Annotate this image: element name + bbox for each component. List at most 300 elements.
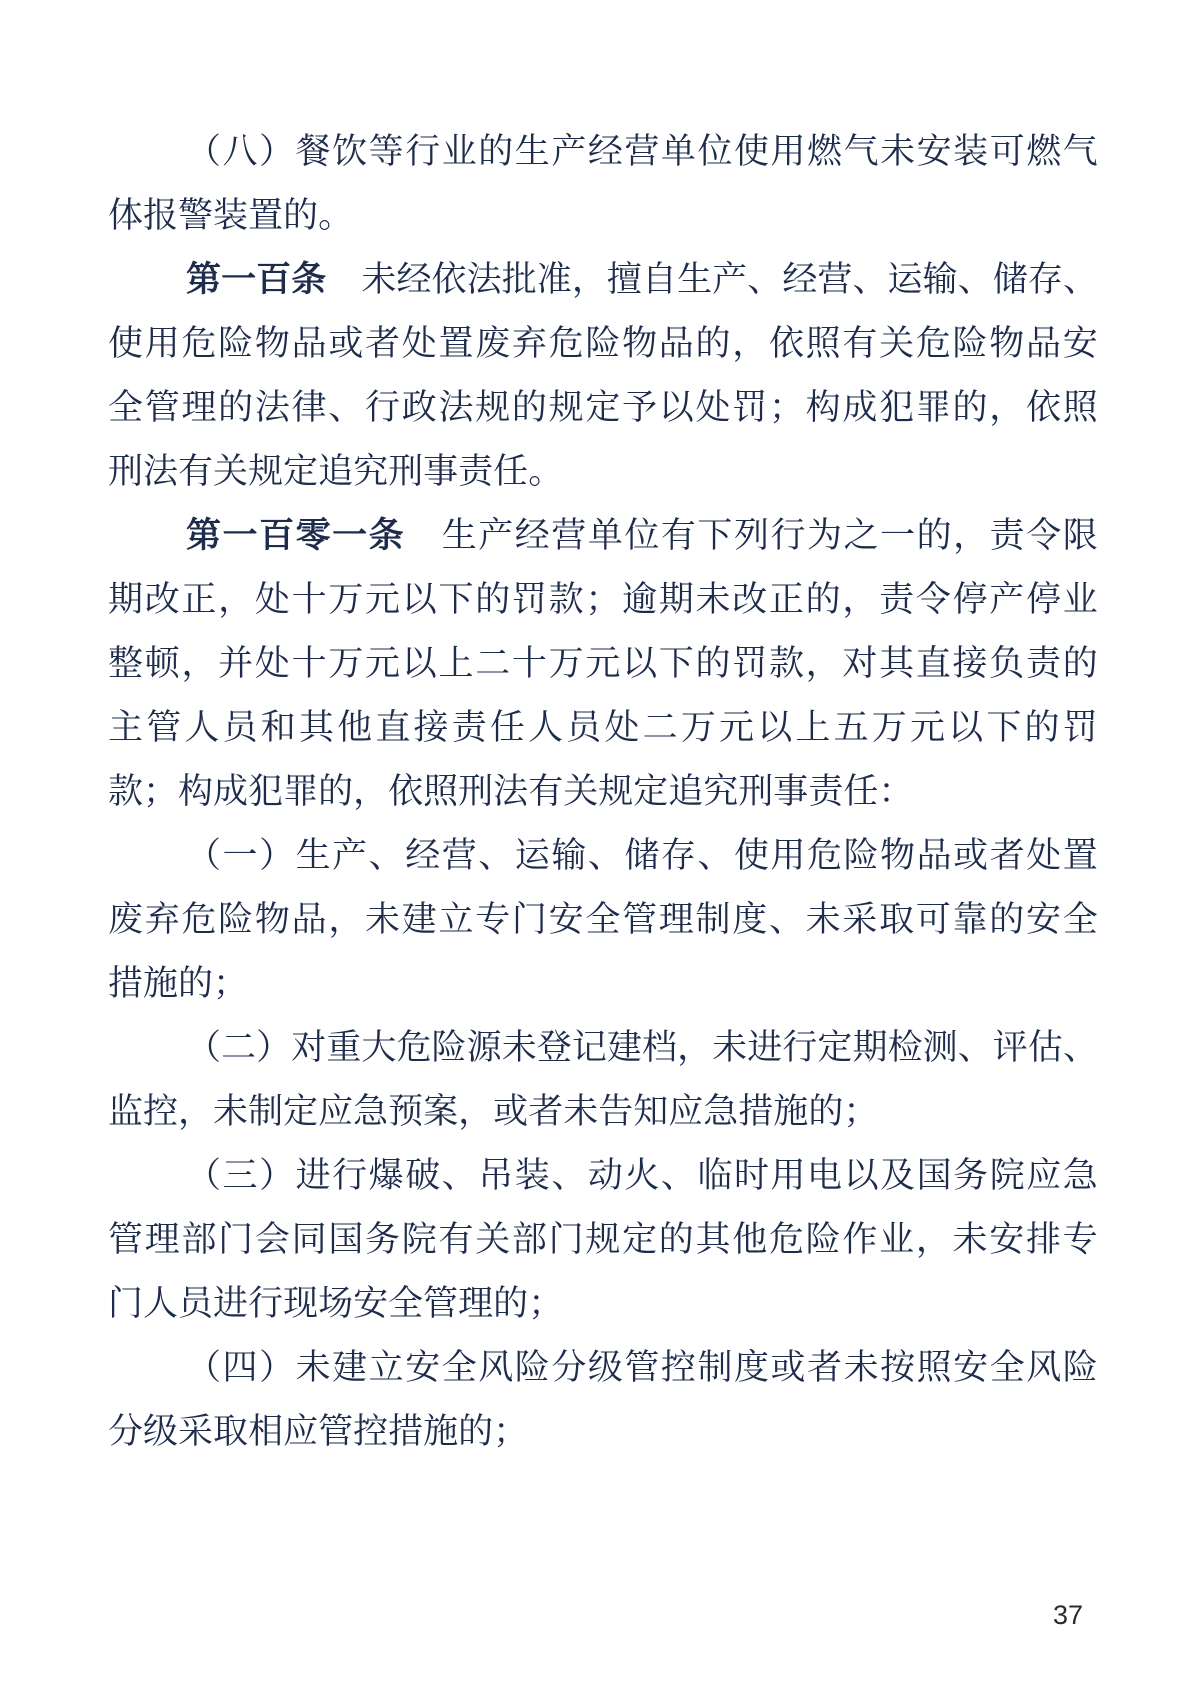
body-text-glyph: 万 [680,708,716,747]
body-text-glyph: 未 [880,132,916,171]
body-text-glyph: 生 [677,260,713,299]
body-text-glyph: 用 [770,1156,806,1195]
body-text-glyph: 餐 [295,132,331,171]
text-line [108,824,1098,888]
body-text-glyph: 控 [353,1412,389,1451]
body-text-glyph: 规 [598,772,634,811]
body-text-glyph: 措 [738,1092,774,1131]
body-text-glyph: 体 [108,196,144,235]
body-text-glyph: 四 [222,1348,258,1387]
body-text-glyph: 管 [144,388,180,427]
body-text-glyph: 其 [879,644,915,683]
body-text-glyph: 品 [291,324,327,363]
body-text-glyph: 关 [563,772,599,811]
body-text-glyph: 排 [1025,1220,1061,1259]
body-text-glyph: 对 [291,1028,327,1067]
body-text-glyph: 置 [438,324,474,363]
body-text-glyph: 储 [992,260,1028,299]
body-text-glyph: 案 [423,1092,459,1131]
body-text-glyph: 究 [353,452,389,491]
body-text-glyph: 逾 [622,580,658,619]
body-text-glyph: 安 [548,900,584,939]
body-text-glyph: ） [259,1156,295,1195]
body-text-glyph: 位 [624,516,660,555]
text-line [108,1016,1098,1080]
body-text-glyph: 有 [178,452,214,491]
body-text-glyph: ， [353,772,389,811]
body-text-glyph: 物 [880,836,916,875]
body-text-glyph: 经 [405,836,441,875]
body-text-glyph: 院 [989,1156,1025,1195]
body-text-glyph: 未 [213,1092,249,1131]
text-line [108,504,1098,568]
body-text-glyph: 施 [773,1092,809,1131]
body-text-glyph: 院 [401,1220,437,1259]
body-text-glyph: 营 [817,260,853,299]
text-line [108,312,1098,376]
body-text-glyph: 告 [598,1092,634,1131]
body-text-glyph: 二 [475,644,511,683]
body-text-glyph: 员 [566,708,602,747]
body-text-glyph: 款 [548,580,584,619]
article-heading-glyph: 一 [222,516,258,555]
body-text-glyph: 进 [747,1028,783,1067]
body-text-glyph: 并 [218,644,254,683]
body-text-glyph: 的 [952,388,988,427]
body-text-glyph: 险 [843,836,879,875]
body-text-glyph: 事 [423,452,459,491]
body-text-glyph: 元 [365,644,401,683]
text-line [108,1400,1098,1464]
body-text-glyph: 部 [511,1220,547,1259]
body-text-glyph: 品 [658,324,694,363]
body-text-glyph: 行 [248,1284,284,1323]
body-text-glyph: 制 [695,900,731,939]
body-text-glyph: 安 [353,1284,389,1323]
body-text-glyph: 危 [548,324,584,363]
body-text-glyph: 务 [365,1220,401,1259]
body-text-glyph: 度 [733,1348,769,1387]
body-text-glyph: 主 [108,708,144,747]
body-text-glyph: 弃 [511,324,547,363]
body-text-glyph: 未 [295,1348,331,1387]
body-text-glyph: ， [805,644,841,683]
body-text-glyph: ， [458,1092,494,1131]
body-text-glyph: 电 [807,1156,843,1195]
body-text-glyph: 的 [478,132,514,171]
body-text-glyph: 的 [283,196,319,235]
body-text-glyph: ； [843,1092,879,1131]
body-text-glyph: 者 [989,836,1025,875]
body-text-glyph: 未 [695,580,731,619]
body-text-glyph: 储 [624,836,660,875]
body-text-glyph: 险 [218,324,254,363]
body-text-glyph: 理 [181,388,217,427]
body-text-glyph: 下 [658,644,694,683]
body-text-glyph: 安 [953,1348,989,1387]
body-text-glyph: 应 [318,1092,354,1131]
body-text-glyph: 立 [438,900,474,939]
body-text-glyph: 处 [695,388,731,427]
body-text-glyph: 品 [916,836,952,875]
body-text-glyph: 其 [695,1220,731,1259]
body-text-glyph: 时 [733,1156,769,1195]
body-text-glyph: 估 [1027,1028,1063,1067]
body-text-glyph: ， [915,1220,951,1259]
body-text-glyph: 批 [501,260,537,299]
body-text-glyph: 三 [222,1156,258,1195]
body-text-glyph: ） [256,1028,292,1067]
body-text-glyph: 单 [587,516,623,555]
body-text-glyph: 相 [248,1412,284,1451]
article-heading-glyph: 百 [259,516,295,555]
body-text-glyph: 元 [585,644,621,683]
body-text-glyph: 应 [1026,1156,1062,1195]
body-text-glyph: 危 [396,1028,432,1067]
body-text-glyph: 弃 [144,900,180,939]
body-text-glyph: 的 [658,1220,694,1259]
body-text-glyph: 经 [587,132,623,171]
body-text-glyph: 直 [915,644,951,683]
body-text-glyph: 档 [642,1028,678,1067]
body-text-glyph: 责 [458,452,494,491]
body-text-glyph: 品 [1025,324,1061,363]
body-text-glyph: 以 [843,1156,879,1195]
body-text-glyph: 或 [328,324,364,363]
body-text-glyph: 制 [248,1092,284,1131]
body-text-glyph: 停 [1025,580,1061,619]
body-text-glyph: 理 [144,1220,180,1259]
body-text-glyph: 营 [551,516,587,555]
body-text-glyph: 责 [1025,644,1061,683]
body-text-glyph: 建 [606,1028,642,1067]
article-heading-glyph: 第 [186,260,222,299]
body-text-glyph: 措 [388,1412,424,1451]
text-block [108,120,1098,1464]
body-text-glyph: 有 [842,324,878,363]
body-text-glyph: 安 [916,132,952,171]
body-text-glyph: 取 [213,1412,249,1451]
body-text-glyph: 、 [957,260,993,299]
body-text-glyph: 定 [283,1092,319,1131]
body-text-glyph [326,248,361,312]
body-text-glyph: 措 [108,964,144,1003]
body-text-glyph: 理 [458,1284,494,1323]
body-text-glyph: 应 [283,1412,319,1451]
body-text-glyph: 下 [438,580,474,619]
body-text-glyph: 犯 [248,772,284,811]
body-text-glyph: 废 [475,324,511,363]
body-text-glyph: 燃 [1026,132,1062,171]
body-text-glyph: 的 [318,772,354,811]
body-text-glyph: 或 [770,1348,806,1387]
body-text-glyph: 物 [989,324,1025,363]
body-text-glyph: 急 [703,1092,739,1131]
body-text-glyph: 物 [622,324,658,363]
body-text-glyph: 下 [986,708,1022,747]
body-text-glyph: 生 [441,516,477,555]
body-text-glyph: 险 [431,1028,467,1067]
body-text-glyph: 、 [1062,260,1098,299]
text-line [108,952,1098,1016]
body-text-glyph: 大 [361,1028,397,1067]
body-text-glyph: 管 [622,900,658,939]
body-text-glyph: 刑 [108,452,144,491]
body-text-glyph: 之 [843,516,879,555]
body-text-glyph: 他 [732,1220,768,1259]
page-number: 37 [1052,1600,1084,1630]
body-text-glyph: 靠 [952,900,988,939]
body-text-glyph: 行 [365,388,401,427]
body-text-glyph: 立 [368,1348,404,1387]
body-text-glyph: 门 [511,900,547,939]
body-text-glyph: 和 [260,708,296,747]
body-text-glyph: 施 [143,964,179,1003]
body-text-glyph: 改 [144,580,180,619]
body-text-glyph: 令 [915,580,951,619]
body-text-glyph: ， [181,644,217,683]
body-text-glyph: 按 [880,1348,916,1387]
body-text-glyph: 正 [768,580,804,619]
body-text-glyph: 国 [916,1156,952,1195]
body-text-glyph: 爆 [368,1156,404,1195]
body-text-glyph: 款 [108,772,144,811]
body-text-glyph: 的 [808,1092,844,1131]
body-text-glyph: 采 [178,1412,214,1451]
body-text-glyph: 进 [213,1284,249,1323]
body-text-glyph: 产 [712,260,748,299]
body-text-glyph: 上 [438,644,474,683]
body-text-glyph: 危 [807,836,843,875]
body-text-glyph: 管 [318,1412,354,1451]
body-text-glyph: 业 [1062,580,1098,619]
body-text-glyph: 处 [1026,836,1062,875]
body-text-glyph: 接 [952,644,988,683]
body-text-glyph: 关 [475,1220,511,1259]
body-text-glyph: 安 [989,1220,1025,1259]
body-text-glyph: 门 [218,1220,254,1259]
body-text-glyph: 未 [361,260,397,299]
body-text-glyph: 全 [388,1284,424,1323]
body-text-glyph: 有 [528,772,564,811]
body-text-glyph: 动 [587,1156,623,1195]
body-text-glyph: 的 [1024,708,1060,747]
body-text-glyph: 危 [768,1220,804,1259]
body-text-glyph: 控 [660,1348,696,1387]
body-text-glyph: 未 [563,1092,599,1131]
body-text-glyph: 建 [401,900,437,939]
body-text-glyph: 门 [108,1284,144,1323]
body-text-glyph: 下 [697,516,733,555]
body-text-glyph: 员 [178,1284,214,1323]
body-text-glyph: 存 [660,836,696,875]
body-text-glyph: 自 [642,260,678,299]
body-text-glyph: 八 [222,132,258,171]
body-text-glyph: 追 [318,452,354,491]
body-text-glyph: 刑 [458,772,494,811]
body-text-glyph: 级 [587,1348,623,1387]
body-text-glyph: 源 [466,1028,502,1067]
body-text-glyph: ） [259,1348,295,1387]
body-text-glyph: 重 [326,1028,362,1067]
body-text-glyph: 输 [922,260,958,299]
body-text-glyph: 营 [441,836,477,875]
body-text-glyph: 管 [146,708,182,747]
body-text-glyph: 十 [291,644,327,683]
body-text-glyph: 行 [782,1028,818,1067]
body-text-glyph: 处 [254,644,290,683]
body-text-glyph: 负 [989,644,1025,683]
body-text-glyph: 、 [587,836,623,875]
body-text-glyph: 理 [658,900,694,939]
body-text-glyph: 气 [1062,132,1098,171]
body-text-glyph: 任 [843,772,879,811]
body-text-glyph: 为 [807,516,843,555]
body-text-glyph: 的 [458,1412,494,1451]
body-text-glyph: 、 [747,260,783,299]
body-text-glyph: 可 [915,900,951,939]
body-text-glyph: 用 [770,132,806,171]
body-text-glyph: 预 [388,1092,424,1131]
body-text-glyph: 处 [254,580,290,619]
body-text-glyph: 全 [441,1348,477,1387]
body-text-glyph: 十 [511,644,547,683]
body-text-glyph: 危 [181,324,217,363]
body-text-glyph: 处 [604,708,640,747]
body-text-glyph: ； [213,964,249,1003]
body-text-glyph: ， [178,1092,214,1131]
body-text-glyph: 管 [624,1348,660,1387]
text-line [108,376,1098,440]
body-text-glyph: 急 [353,1092,389,1131]
body-text-glyph: 定 [585,388,621,427]
body-text-glyph: 全 [108,388,144,427]
body-text-glyph: 列 [733,516,769,555]
body-text-glyph: 依 [388,772,424,811]
body-text-glyph: 品 [291,900,327,939]
body-text-glyph: 评 [992,1028,1028,1067]
text-line [108,1208,1098,1272]
body-text-glyph: 元 [719,708,755,747]
body-text-glyph: 生 [514,132,550,171]
body-text-glyph: 其 [298,708,334,747]
body-text-glyph: 限 [1062,516,1098,555]
body-text-glyph: 任 [489,708,525,747]
body-text-glyph: 的 [695,324,731,363]
body-text-glyph: 安 [1025,900,1061,939]
article-heading-glyph: 一 [221,260,257,299]
body-text-glyph: 急 [1062,1156,1098,1195]
body-text-glyph: 一 [222,836,258,875]
body-text-glyph: 报 [143,196,179,235]
body-text-glyph: 未 [843,1348,879,1387]
body-text-glyph: 的 [511,388,547,427]
body-text-glyph: 知 [633,1092,669,1131]
article-heading-glyph: 第 [186,516,222,555]
body-text-glyph: 度 [732,900,768,939]
body-text-glyph: 险 [218,900,254,939]
article-heading-glyph: 条 [368,516,404,555]
body-text-glyph: ； [768,388,804,427]
body-text-glyph: 、 [441,1156,477,1195]
body-text-glyph: 依 [1025,388,1061,427]
body-text-glyph: （ [186,1156,222,1195]
body-text-glyph [405,504,440,568]
body-text-glyph: ， [842,580,878,619]
body-text-glyph: ： [878,772,914,811]
body-text-glyph: 风 [1026,1348,1062,1387]
body-text-glyph: 全 [989,1348,1025,1387]
article-heading-glyph: 条 [291,260,327,299]
body-text-glyph: 成 [213,772,249,811]
body-text-glyph: 规 [548,388,584,427]
body-text-glyph: 者 [807,1348,843,1387]
body-text-glyph: 规 [475,388,511,427]
body-text-glyph: 等 [368,132,404,171]
body-text-glyph: 一 [880,516,916,555]
body-text-glyph: 罚 [1062,708,1098,747]
body-text-glyph: ， [328,900,364,939]
body-text-glyph: 者 [365,324,401,363]
body-text-glyph: ； [493,1412,529,1451]
article-heading-glyph: 零 [295,516,331,555]
text-line [108,440,1098,504]
body-text-glyph: 责 [808,772,844,811]
body-text-glyph: 二 [221,1028,257,1067]
body-text-glyph: 务 [953,1156,989,1195]
body-text-glyph: 定 [633,772,669,811]
body-text-glyph: 擅 [606,260,642,299]
body-text-glyph: 律 [291,388,327,427]
body-text-glyph: ， [571,260,607,299]
body-text-glyph: 作 [842,1220,878,1259]
body-text-glyph: 。 [528,452,564,491]
body-text-glyph: 置 [248,196,284,235]
body-text-glyph: 或 [493,1092,529,1131]
body-text-glyph: 险 [514,1348,550,1387]
body-text-glyph: ； [585,580,621,619]
body-text-glyph: 法 [143,452,179,491]
body-text-glyph: 照 [423,772,459,811]
body-text-glyph: 万 [871,708,907,747]
body-text-glyph: 关 [213,452,249,491]
body-text-glyph: 刑 [388,452,424,491]
body-text-glyph: 罪 [915,388,951,427]
body-text-glyph: 罚 [732,644,768,683]
body-text-glyph: 规 [585,1220,621,1259]
text-line [108,696,1098,760]
body-text-glyph: 经 [514,516,550,555]
body-text-glyph: 的 [805,580,841,619]
body-text-glyph: 物 [254,900,290,939]
body-text-glyph: 施 [423,1412,459,1451]
body-text-glyph: 测 [922,1028,958,1067]
body-text-glyph: 、 [368,836,404,875]
body-text-glyph: 物 [254,324,290,363]
body-text-glyph: 期 [108,580,144,619]
body-text-glyph: ） [259,132,295,171]
body-text-glyph: ， [989,388,1025,427]
body-text-glyph: 的 [989,900,1025,939]
body-text-glyph: 正 [181,580,217,619]
body-text-glyph: 的 [916,516,952,555]
body-text-glyph: 、 [957,1028,993,1067]
body-text-glyph: 控 [143,1092,179,1131]
body-text-glyph: 直 [375,708,411,747]
body-text-glyph: 全 [585,900,621,939]
body-text-glyph: 处 [401,324,437,363]
body-text-glyph: 危 [915,324,951,363]
